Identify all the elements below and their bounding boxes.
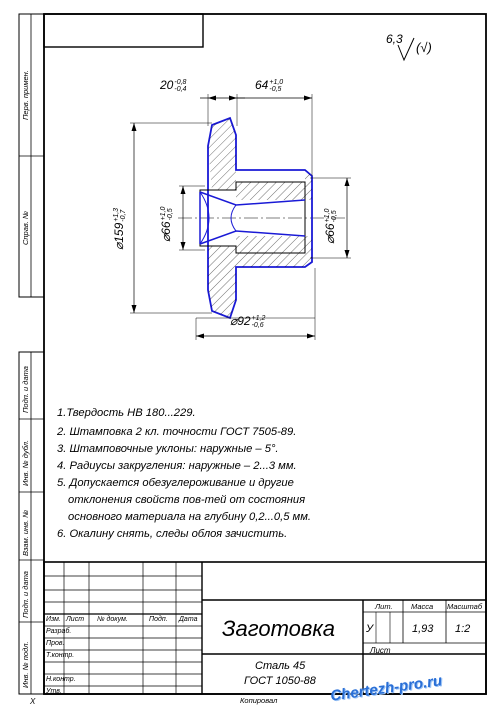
col-header-izm: Изм.: [46, 616, 61, 623]
dim-64: 64 +1,0 -0,5: [255, 78, 284, 93]
section-hatch-upper: [208, 118, 312, 200]
top-stamp-box: [44, 14, 203, 47]
scale-header: Масштаб: [447, 602, 483, 611]
note-4: 4. Радиусы закругления: наружные – 2...3 мм.: [57, 460, 297, 472]
dim-92: ⌀92 +1,2 -0,6: [230, 314, 266, 329]
role-utv: Утв.: [46, 688, 62, 695]
watermark: Chertezh-pro.ru: [329, 672, 444, 705]
col-header-list: Лист: [66, 616, 85, 623]
side-label-perv-primen: Перв. примен.: [21, 70, 30, 120]
side-label-sprav: Справ. №: [21, 210, 30, 245]
col-header-dokum: № докум.: [97, 616, 128, 623]
side-label-podp-data-2: Подп. и дата: [21, 571, 30, 618]
dim-159: ⌀159 +1,3 -0,7: [112, 207, 127, 250]
note-5-cont-2: основного материала на глубину 0,2...0,5 мм.: [68, 511, 312, 523]
role-razrab: Разраб.: [46, 628, 72, 635]
note-3: 3. Штамповочные уклоны: наружные – 5°.: [57, 443, 279, 455]
lit-header: Лит.: [375, 602, 393, 611]
side-label-vzam-inv: Взам. инв. №: [21, 509, 30, 556]
corner-mark: X: [30, 697, 36, 706]
role-prov: Пров.: [46, 640, 65, 647]
role-tkontr: Т.контр.: [46, 652, 75, 659]
scale-value: 1:2: [455, 623, 471, 635]
outer-frame: [44, 14, 486, 694]
left-strip-top: [19, 14, 44, 297]
col-header-podp: Подп.: [149, 616, 168, 623]
roughness-value: 6,3: [386, 32, 403, 46]
copied-label: Копировал: [240, 696, 278, 705]
role-nkontr: Н.контр.: [46, 676, 76, 683]
material-line-2: ГОСТ 1050-88: [244, 675, 316, 687]
section-hatch-lower: [236, 236, 312, 267]
dim-20: 20 -0,8 -0,4: [160, 78, 187, 93]
dim-66-left: ⌀66 +1,0 -0,5: [159, 206, 174, 242]
sheet-label: Лист: [370, 646, 391, 655]
lit-value: У: [366, 623, 374, 635]
mass-value: 1,93: [412, 623, 434, 635]
side-label-podp-data-1: Подп. и дата: [21, 366, 30, 413]
note-5-cont-1: отклонения свойств пов-тей от состояния: [68, 494, 306, 506]
note-2: 2. Штамповка 2 кл. точности ГОСТ 7505-89.: [57, 426, 297, 438]
side-label-inv-podl: Инв. № подл.: [21, 641, 30, 688]
note-5: 5. Допускается обезуглероживание и другие: [57, 477, 294, 489]
mass-header: Масса: [411, 602, 434, 611]
roughness-tail: (√): [416, 40, 432, 55]
section-hatch-flange: [208, 246, 236, 318]
note-6: 6. Окалину снять, следы облоя зачистить.: [57, 528, 288, 540]
dim-66-right: ⌀66 +1,0 -0,5: [323, 208, 338, 244]
col-header-data: Дата: [179, 616, 198, 623]
side-label-inv-dubl: Инв. № дубл.: [21, 439, 30, 486]
material-line-1: Сталь 45: [255, 660, 306, 672]
note-1: 1.Твердость НВ 180...229.: [57, 407, 196, 419]
drawing-name: Заготовка: [222, 616, 335, 641]
